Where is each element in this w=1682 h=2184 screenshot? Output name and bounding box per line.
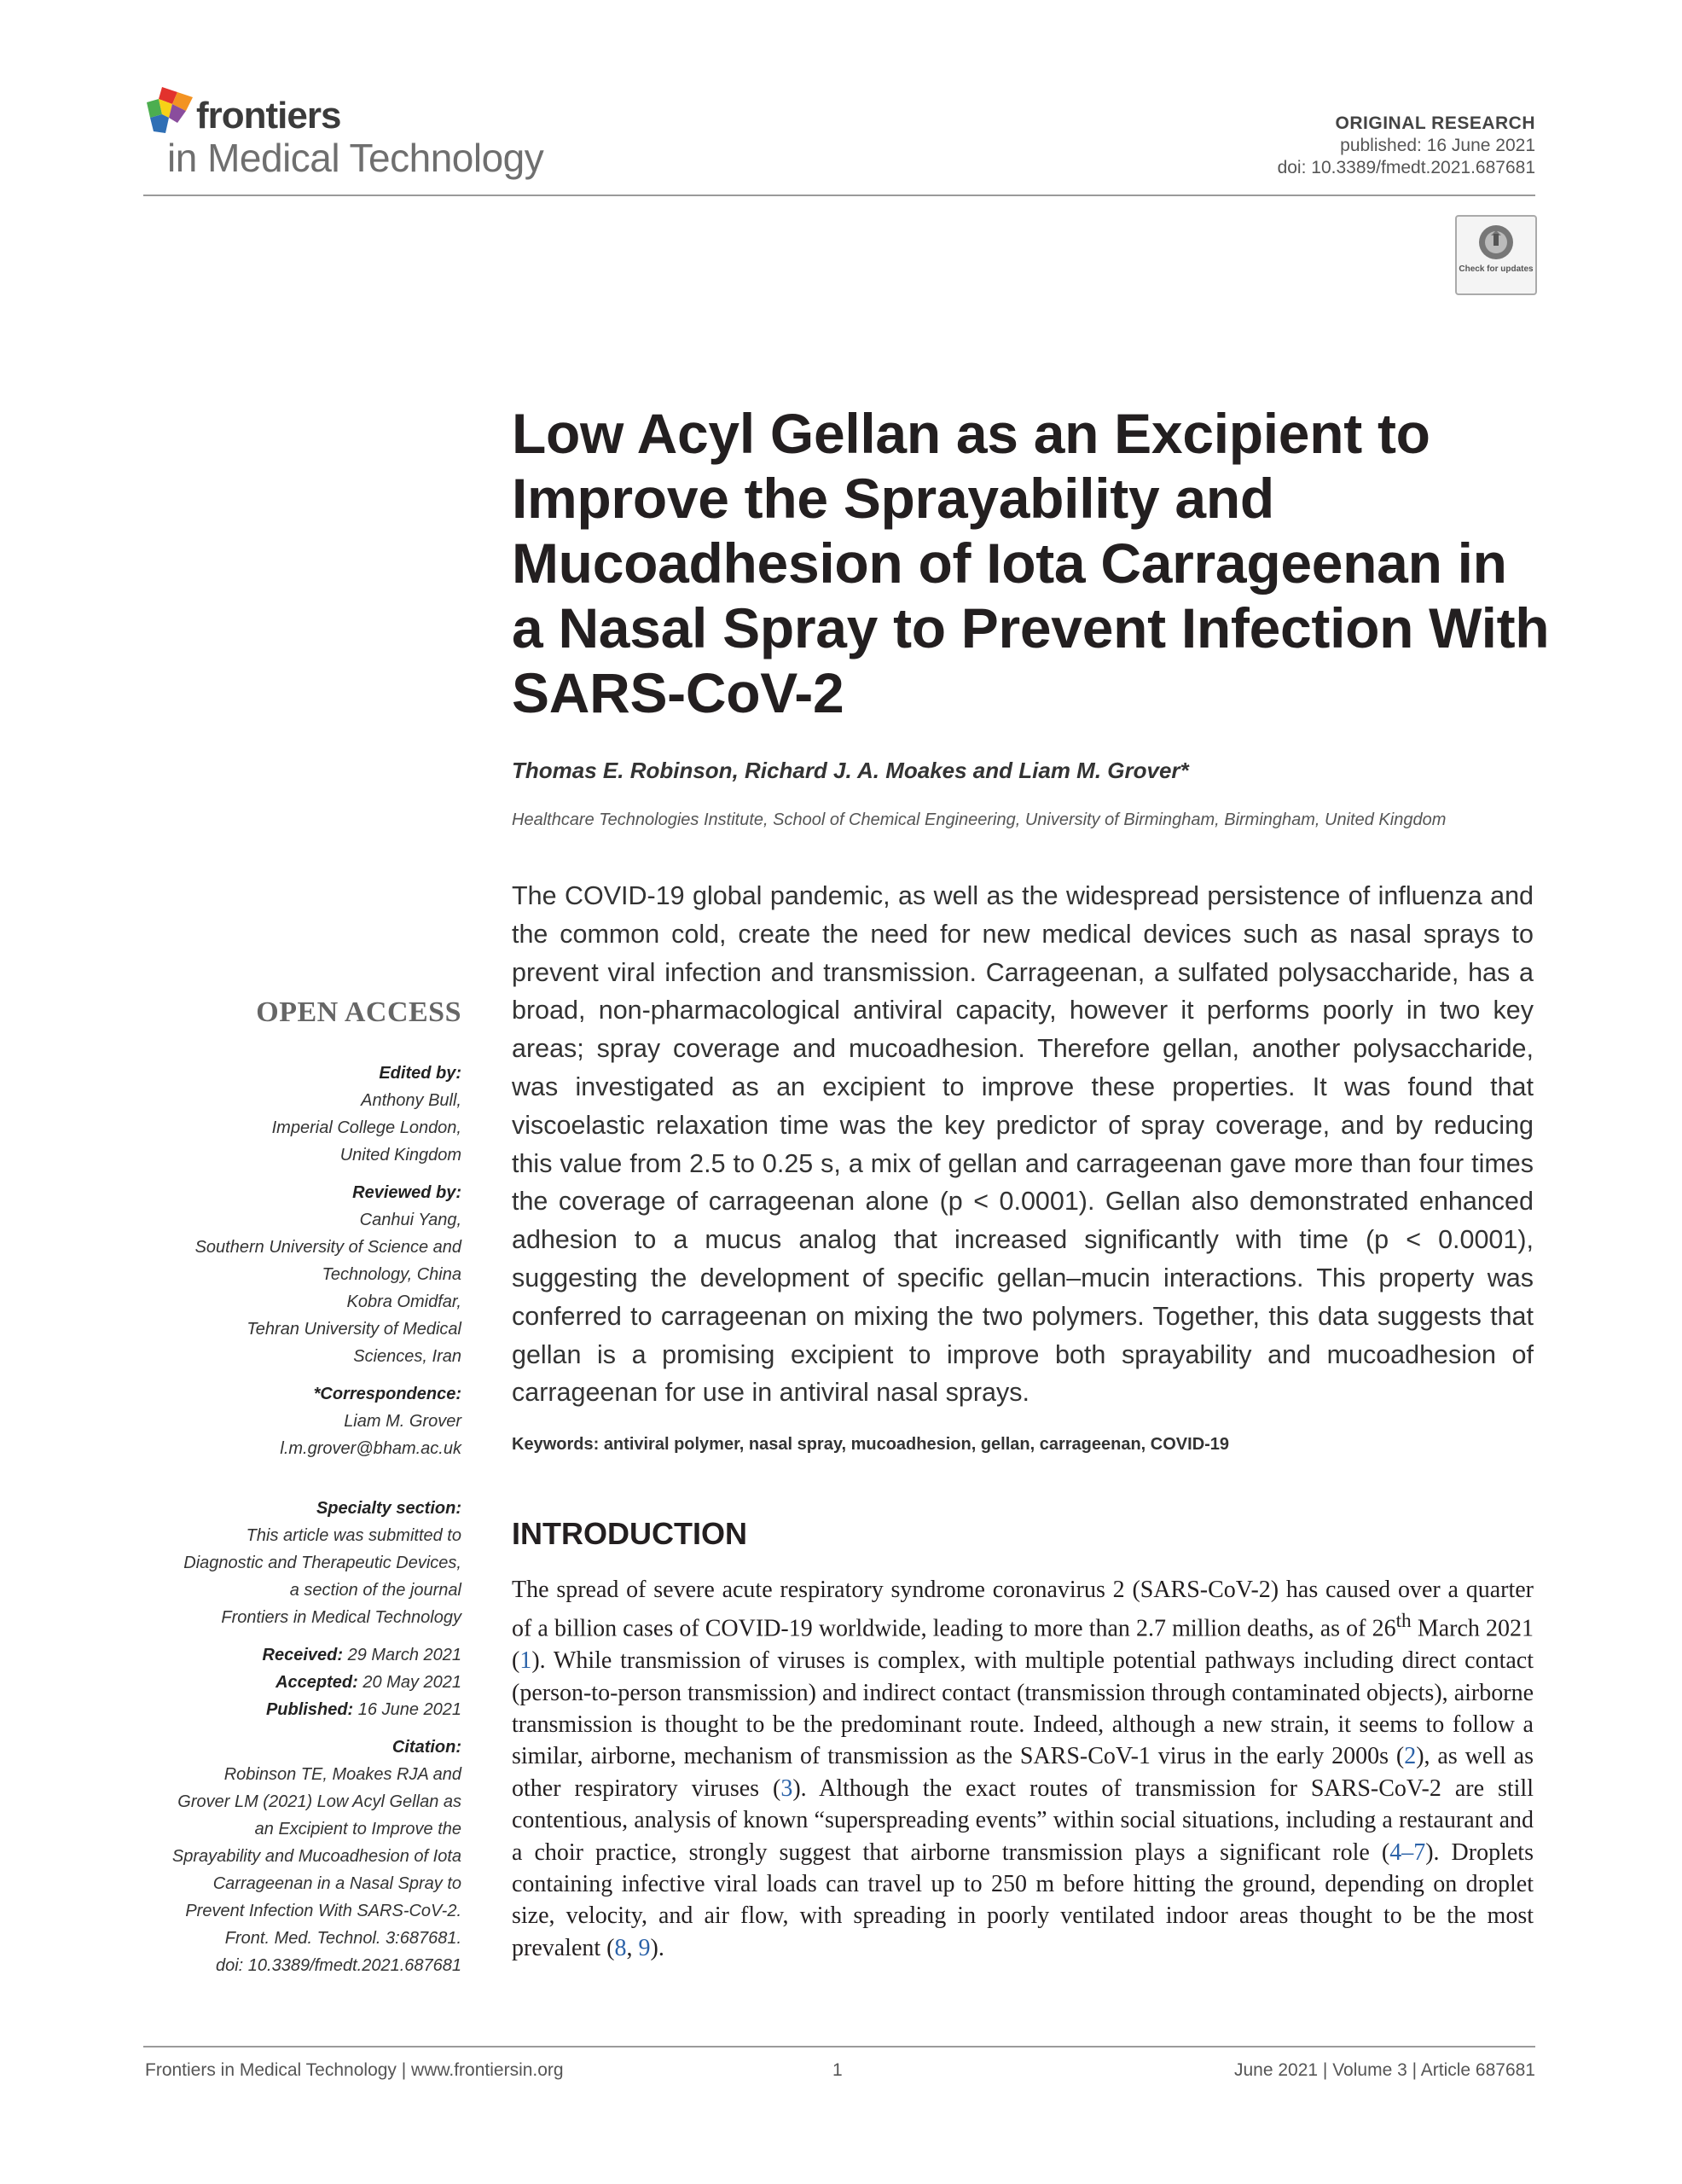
footer-divider [143,2046,1535,2048]
correspondence-name: Liam M. Grover [344,1412,461,1431]
citation-line: Front. Med. Technol. 3:687681. [224,1929,461,1948]
received-date [103,1641,461,1669]
citation-label: Citation: [392,1738,461,1757]
check-for-updates-badge[interactable] [1455,215,1537,295]
citation-doi[interactable]: doi: 10.3389/fmedt.2021.687681 [215,1956,461,1975]
reference-link-9[interactable]: 9 [638,1934,651,1961]
intro-text-2: March 2021 ( [512,1615,1534,1675]
reference-link-4-7[interactable]: 4–7 [1389,1838,1426,1866]
citation-line: Grover LM (2021) Low Acyl Gellan as [177,1792,461,1811]
reviewer-line: Technology, China [322,1265,461,1284]
article-doi[interactable]: doi: 10.3389/fmedt.2021.687681 [1277,158,1535,177]
editor-line: Imperial College London, [271,1118,461,1137]
keywords-label: Keywords: [512,1435,600,1454]
intro-text-8: ). [650,1934,664,1961]
intro-text-6: ). Droplets containing infective viral loads can travel up to 250 m before hitting the ground, depending on droplet size, velocity, and air flow, with spreading in poorly ventilated indoor areas thought to be the most prevalent ( [512,1838,1534,1961]
check-for-updates-label: Check for updates [1459,264,1534,274]
editor-line: United Kingdom [339,1146,461,1165]
reviewed-by-label: Reviewed by: [352,1183,461,1202]
specialty-line: Diagnostic and Therapeutic Devices, [183,1554,461,1572]
specialty-section-label: Specialty section: [316,1499,461,1518]
reference-link-2[interactable]: 2 [1404,1743,1417,1770]
open-access-label: OPEN ACCESS [256,996,461,1028]
accepted-date [103,1669,461,1696]
reviewer-line: Sciences, Iran [353,1347,461,1366]
accepted-value: 20 May 2021 [362,1673,461,1692]
specialty-line: Frontiers in Medical Technology [221,1608,461,1627]
footer-journal-link[interactable]: Frontiers in Medical Technology | www.frontiersin.org [145,2060,564,2080]
accepted-label: Accepted: [276,1673,358,1692]
reference-link-1[interactable]: 1 [519,1647,532,1675]
specialty-line: This article was submitted to [246,1526,461,1545]
reviewer-line: Southern University of Science and [194,1238,461,1257]
published-date-side [103,1696,461,1723]
ordinal-suffix: th [1395,1610,1412,1633]
intro-text-7: , [626,1934,639,1961]
citation-line: an Excipient to Improve the [254,1820,461,1838]
specialty-line: a section of the journal [289,1581,461,1600]
citation-line: Sprayability and Mucoadhesion of Iota [171,1847,461,1866]
intro-text-5: ). Although the exact routes of transmission for SARS-CoV-2 are still contentious, analysis of known “superspreading events” within social situations, including a restaurant and a choir practice, strongly suggest that airborne transmission plays a significant role ( [512,1774,1534,1866]
reviewer-line: Kobra Omidfar, [346,1292,461,1311]
update-check-icon [1477,224,1515,261]
article-type: ORIGINAL RESEARCH [1335,113,1535,133]
reference-link-3[interactable]: 3 [780,1774,793,1802]
article-meta [1278,113,1535,179]
footer-issue-info: June 2021 | Volume 3 | Article 687681 [1234,2060,1535,2080]
reference-link-8[interactable]: 8 [614,1934,627,1961]
citation-line: Robinson TE, Moakes RJA and [223,1765,461,1784]
introduction-heading: INTRODUCTION [512,1516,747,1551]
reviewer-line: Tehran University of Medical [246,1320,461,1339]
edited-by-label: Edited by: [379,1064,461,1083]
page-number: 1 [832,2060,843,2080]
article-title: Low Acyl Gellan as an Excipient to Improve the Sprayability and Mucoadhesion of Iota Carrageenan in a Nasal Spray to Prevent Infection With SARS-CoV-2 [512,402,1550,724]
published-value: 16 June 2021 [357,1700,461,1719]
keywords-list: antiviral polymer, nasal spray, mucoadhesion, gellan, carrageenan, COVID-19 [603,1435,1230,1454]
reviewer-line: Canhui Yang, [359,1211,461,1229]
intro-text-1: The spread of severe acute respiratory syndrome coronavirus 2 (SARS-CoV-2) has caused over a quarter of a billion cases of COVID-19 worldwide, leading to more than 2.7 million deaths, as of 26 [512,1577,1534,1642]
citation-line: Prevent Infection With SARS-CoV-2. [185,1902,461,1920]
introduction-paragraph [512,1574,1534,1964]
published-label: Published: [265,1700,354,1719]
editor-line: Anthony Bull, [361,1091,461,1110]
author-list: Thomas E. Robinson, Richard J. A. Moakes and Liam M. Grover* [512,758,1189,783]
correspondence-email[interactable]: l.m.grover@bham.ac.uk [280,1439,461,1458]
abstract: The COVID-19 global pandemic, as well as the widespread persistence of influenza and the common cold, create the need for new medical devices such as nasal sprays to prevent viral infection and transmission. Carrageenan, a sulfated polysaccharide, has a broad, non-pharmacological antiviral capacity, however it performs poorly in two key areas; spray coverage and mucoadhesion. Therefore gellan, another polysaccharide, was investigated as an excipient to improve these properties. It was found that viscoelastic relaxation time was the key predictor of spray coverage, and by reducing this value from 2.5 to 0.25 s, a mix of gellan and carrageenan gave more than four times the coverage of carrageenan alone (p < 0.0001). Gellan also demonstrated enhanced adhesion to a mucus analog that increased significantly with time (p < 0.0001), suggesting the development of specific gellan–mucin interactions. This property was conferred to carrageenan on mixing the two polymers. Together, this data suggests that gellan is a promising excipient to improve both sprayability and mucoadhesion of carrageenan for use in antiviral nasal sprays. [512,881,1534,1408]
header-divider [143,195,1535,196]
editor-info [103,1060,461,1462]
correspondence-label: *Correspondence: [313,1385,461,1403]
keywords [512,1435,1229,1455]
citation-line: Carrageenan in a Nasal Spray to [212,1874,461,1893]
intro-text-3: ). While transmission of viruses is complex, with multiple potential pathways including direct contact (person-to-person transmission) and indirect contact (transmission through contaminated objects), airborne transmission is thought to be the predominant route. Indeed, although a new strain, it seems to follow a similar, airborne, mechanism of transmission as the SARS-CoV-1 virus in the early 2000s ( [512,1647,1534,1770]
affiliation: Healthcare Technologies Institute, School of Chemical Engineering, University of Birmingham, Birmingham, United Kingdom [512,810,1447,829]
intro-text-4: ), as well as other respiratory viruses ( [512,1743,1534,1802]
brand-name: frontiers [196,95,341,136]
received-value: 29 March 2021 [347,1646,461,1664]
received-label: Received: [262,1646,344,1664]
article-history [103,1495,461,1979]
published-date: published: 16 June 2021 [1340,136,1535,155]
journal-name: in Medical Technology [167,136,544,180]
